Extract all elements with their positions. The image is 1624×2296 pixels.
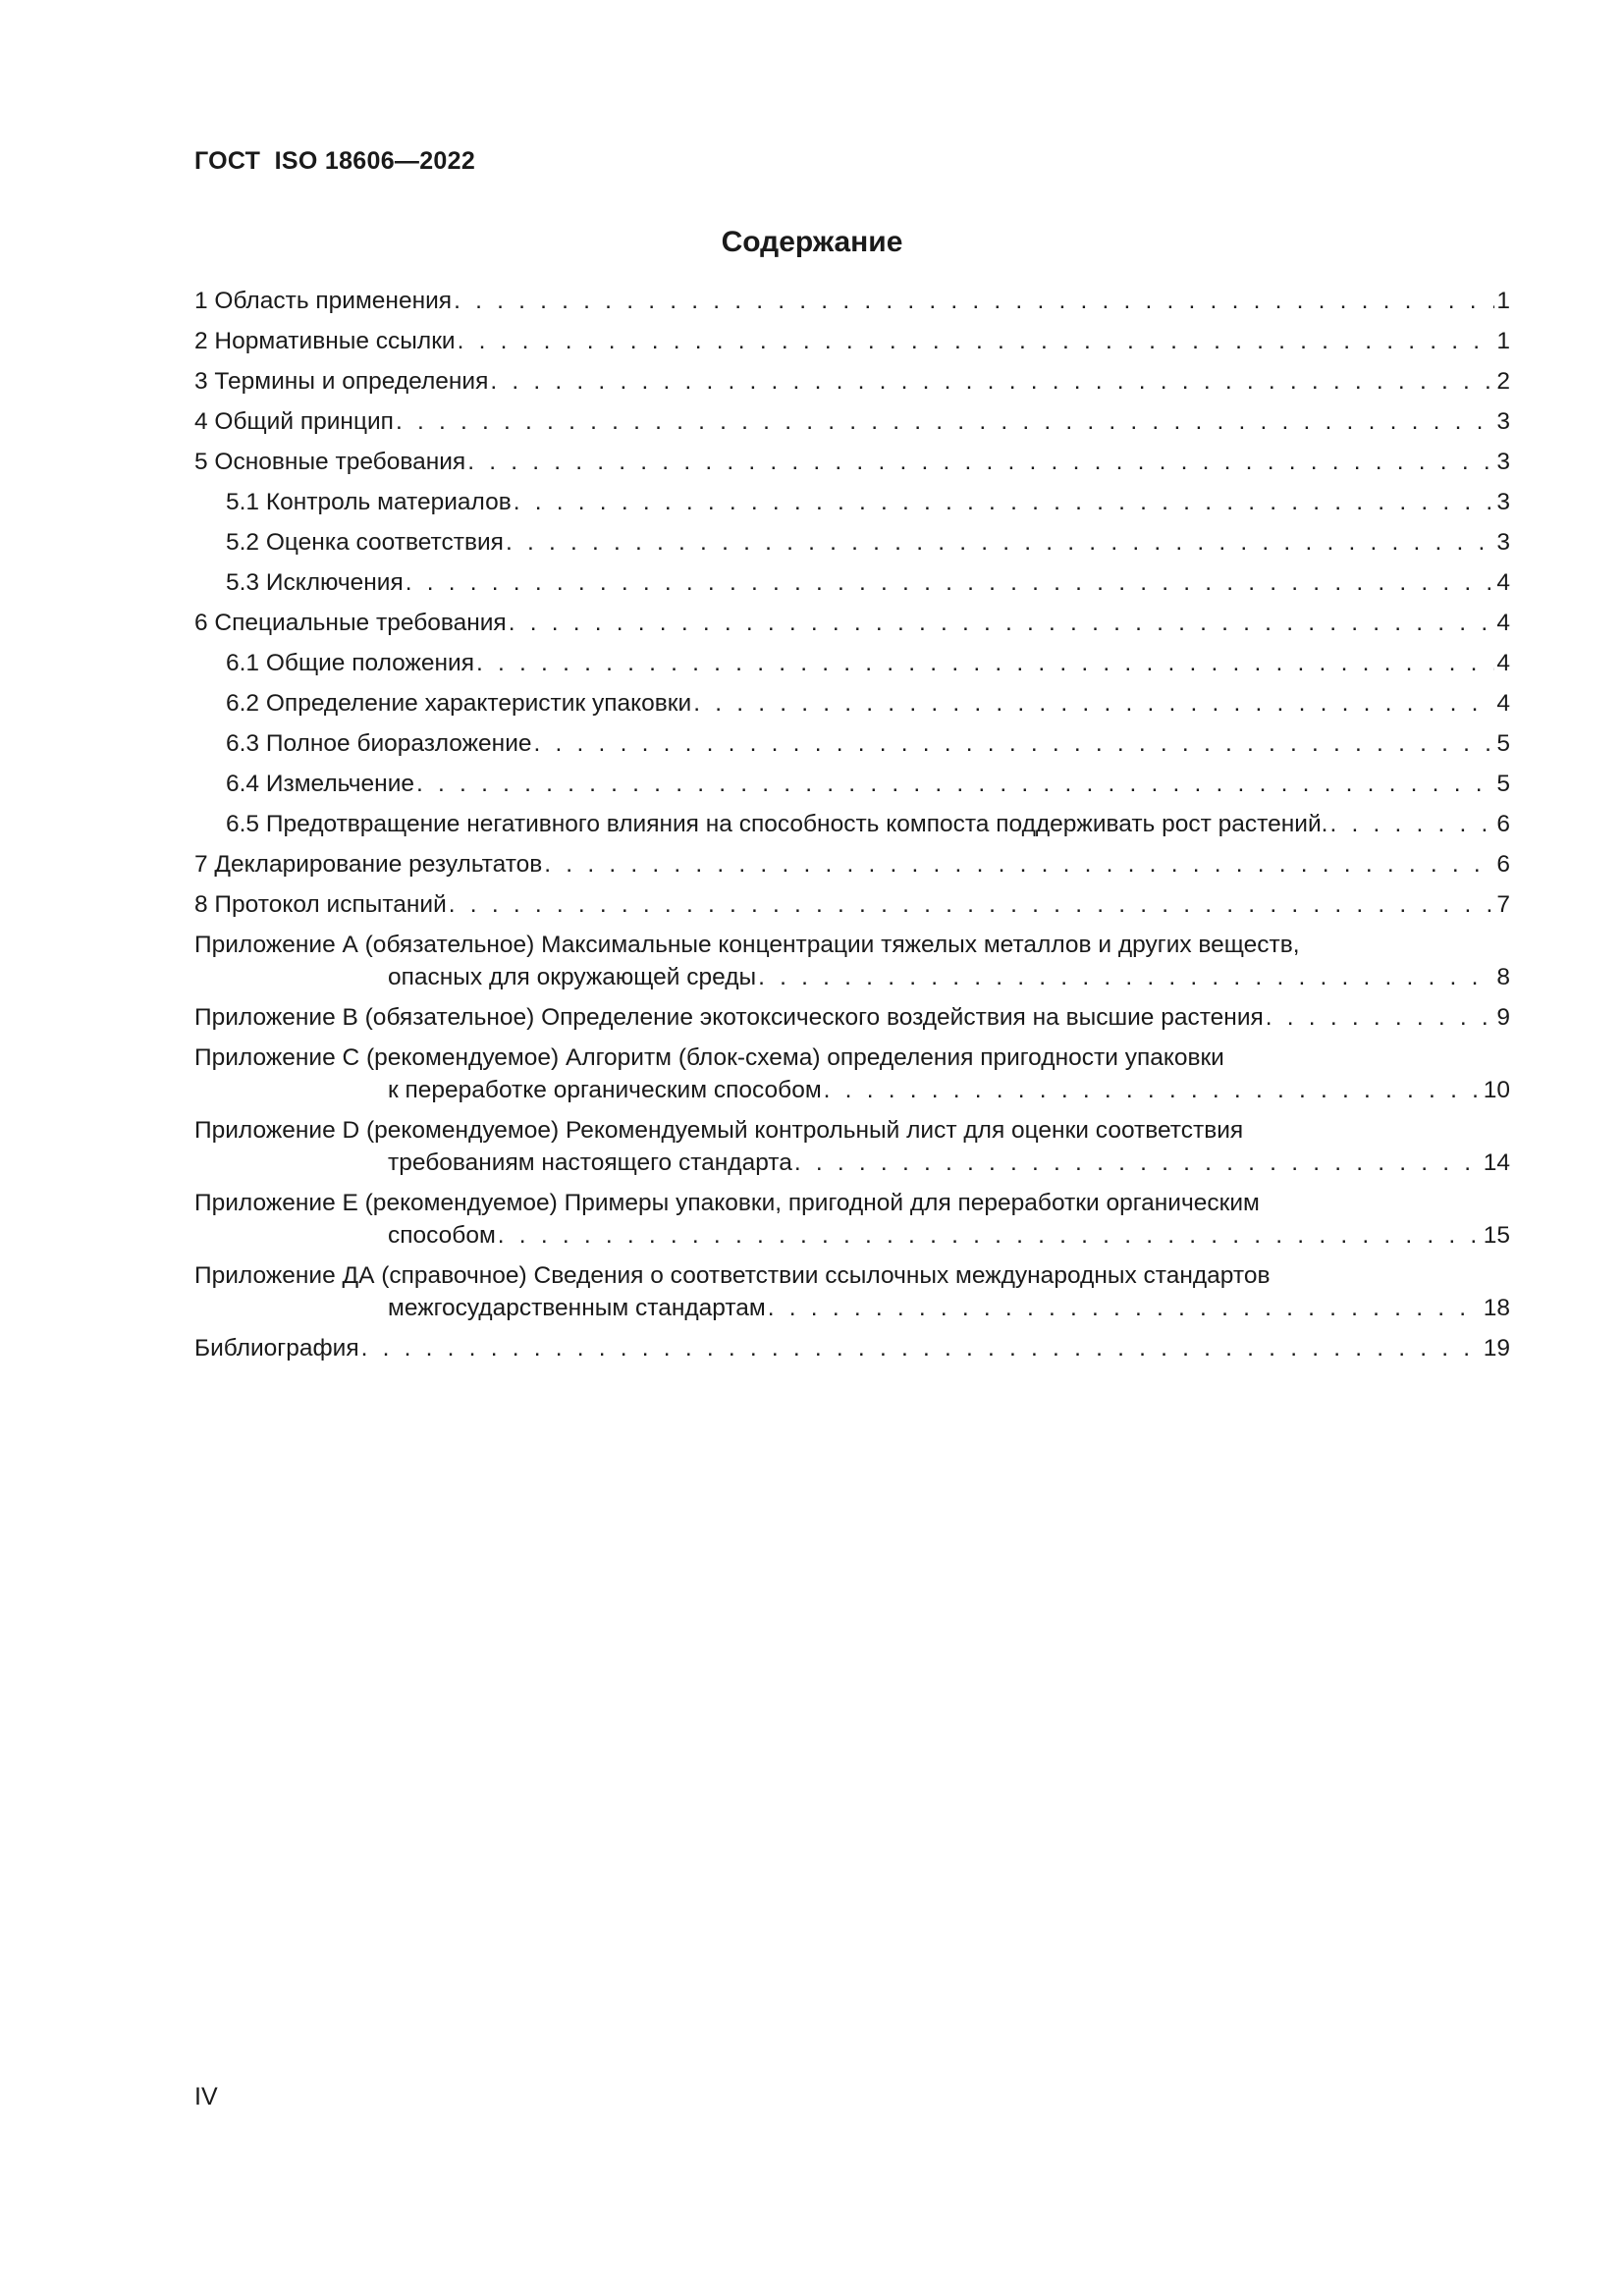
document-code: ГОСТ ISO 18606—2022: [194, 147, 476, 175]
toc-entry-title-continued: межгосударственным стандартам: [388, 1295, 766, 1321]
toc-page-number: 4: [1496, 610, 1510, 636]
page-number: IV: [194, 2083, 218, 2110]
toc-leader-dots: [1266, 1001, 1495, 1034]
toc-entry-title-continued: способом: [388, 1222, 496, 1249]
toc-entry[interactable]: [194, 325, 1510, 357]
toc-entry-title: 8 Протокол испытаний: [194, 891, 447, 918]
toc-entry-title: 6.3 Полное биоразложение: [226, 730, 532, 757]
toc-entry-title: 6 Специальные требования: [194, 610, 507, 636]
table-of-contents: [194, 285, 1510, 1372]
toc-entry[interactable]: [194, 888, 1510, 921]
toc-subentry[interactable]: [194, 647, 1510, 679]
toc-entry-title: 6.5 Предотвращение негативного влияния на способность компоста поддерживать рост растений.: [226, 811, 1328, 837]
toc-entry-title: 3 Термины и определения: [194, 368, 489, 395]
toc-leader-dots: [406, 566, 1495, 599]
toc-page-number: 3: [1496, 529, 1510, 556]
toc-entry-title: 6.1 Общие положения: [226, 650, 475, 676]
toc-annex-entry[interactable]: [194, 1259, 1510, 1324]
toc-page-number: 5: [1496, 730, 1510, 757]
toc-page-number: 1: [1496, 328, 1510, 354]
toc-leader-dots: [693, 687, 1494, 720]
toc-subentry[interactable]: [194, 727, 1510, 760]
toc-page-number: 5: [1496, 771, 1510, 797]
toc-page-number: 10: [1483, 1077, 1510, 1103]
toc-entry[interactable]: [194, 285, 1510, 317]
toc-entry-title: 5.1 Контроль материалов: [226, 489, 512, 515]
toc-page-number: 7: [1496, 891, 1510, 918]
toc-entry-title: Библиография: [194, 1335, 359, 1362]
toc-entry-title: Приложение А (обязательное) Максимальные концентрации тяжелых металлов и других веществ,: [194, 932, 1300, 958]
toc-leader-dots: [458, 325, 1495, 357]
toc-annex-entry[interactable]: [194, 1001, 1510, 1034]
toc-page-number: 1: [1496, 288, 1510, 314]
toc-leader-dots: [1329, 808, 1494, 840]
toc-page-number: 4: [1496, 569, 1510, 596]
toc-annex-entry[interactable]: [194, 929, 1510, 993]
toc-entry-title: 6.4 Измельчение: [226, 771, 415, 797]
toc-page-number: 3: [1496, 449, 1510, 475]
toc-page-number: 3: [1496, 408, 1510, 435]
toc-title: Содержание: [721, 226, 903, 258]
toc-subentry[interactable]: [194, 526, 1510, 559]
toc-subentry[interactable]: [194, 768, 1510, 800]
toc-entry-title-continued: требованиям настоящего стандарта: [388, 1149, 792, 1176]
toc-leader-dots: [476, 647, 1494, 679]
toc-entry-title: 5.2 Оценка соответствия: [226, 529, 504, 556]
toc-leader-dots: [544, 848, 1494, 881]
toc-leader-dots: [514, 486, 1495, 518]
toc-leader-dots: [490, 365, 1494, 398]
toc-leader-dots: [467, 446, 1494, 478]
toc-entry-title: Приложение ДА (справочное) Сведения о соответствии ссылочных международных стандартов: [194, 1262, 1271, 1289]
toc-page-number: 14: [1483, 1149, 1510, 1176]
toc-entry[interactable]: [194, 365, 1510, 398]
toc-subentry[interactable]: [194, 808, 1510, 840]
toc-page-number: 6: [1496, 851, 1510, 878]
toc-leader-dots: [416, 768, 1494, 800]
toc-annex-entry[interactable]: [194, 1187, 1510, 1252]
toc-leader-dots: [396, 405, 1494, 438]
toc-page-number: 18: [1483, 1295, 1510, 1321]
toc-entry-title: 4 Общий принцип: [194, 408, 394, 435]
toc-entry-title: Приложение Е (рекомендуемое) Примеры упаковки, пригодной для переработки органическим: [194, 1190, 1260, 1216]
toc-page-number: 4: [1496, 690, 1510, 717]
toc-page-number: 19: [1483, 1335, 1510, 1362]
toc-entry-title: 5.3 Исключения: [226, 569, 404, 596]
toc-subentry[interactable]: [194, 486, 1510, 518]
toc-leader-dots: [758, 961, 1494, 993]
toc-entry[interactable]: [194, 607, 1510, 639]
toc-page-number: 3: [1496, 489, 1510, 515]
toc-entry-title: 5 Основные требования: [194, 449, 466, 475]
toc-leader-dots: [454, 285, 1494, 317]
toc-entry[interactable]: [194, 1332, 1510, 1364]
toc-leader-dots: [768, 1292, 1482, 1324]
toc-leader-dots: [449, 888, 1495, 921]
toc-annex-entry[interactable]: [194, 1041, 1510, 1106]
toc-leader-dots: [824, 1074, 1482, 1106]
toc-page-number: 15: [1483, 1222, 1510, 1249]
toc-leader-dots: [534, 727, 1495, 760]
toc-page-number: 9: [1496, 1004, 1510, 1031]
toc-entry-title: 1 Область применения: [194, 288, 453, 314]
toc-annex-entry[interactable]: [194, 1114, 1510, 1179]
toc-page-number: 2: [1496, 368, 1510, 395]
toc-page-number: 8: [1496, 964, 1510, 990]
toc-subentry[interactable]: [194, 687, 1510, 720]
toc-entry-title: 6.2 Определение характеристик упаковки: [226, 690, 692, 717]
toc-leader-dots: [794, 1147, 1482, 1179]
toc-leader-dots: [361, 1332, 1482, 1364]
toc-entry-title-continued: к переработке органическим способом: [388, 1077, 822, 1103]
toc-entry-title: Приложение С (рекомендуемое) Алгоритм (блок-схема) определения пригодности упаковки: [194, 1044, 1224, 1071]
toc-entry-title: Приложение D (рекомендуемое) Рекомендуемый контрольный лист для оценки соответствия: [194, 1117, 1244, 1144]
toc-leader-dots: [498, 1219, 1482, 1252]
toc-entry-title: Приложение В (обязательное) Определение экотоксического воздействия на высшие растения: [194, 1004, 1264, 1031]
toc-entry-title: 2 Нормативные ссылки: [194, 328, 456, 354]
toc-entry[interactable]: [194, 405, 1510, 438]
toc-entry-title-continued: опасных для окружающей среды: [388, 964, 757, 990]
toc-leader-dots: [509, 607, 1495, 639]
toc-entry[interactable]: [194, 848, 1510, 881]
toc-page-number: 4: [1496, 650, 1510, 676]
toc-entry[interactable]: [194, 446, 1510, 478]
toc-page-number: 6: [1496, 811, 1510, 837]
toc-entry-title: 7 Декларирование результатов: [194, 851, 543, 878]
toc-subentry[interactable]: [194, 566, 1510, 599]
toc-leader-dots: [506, 526, 1494, 559]
